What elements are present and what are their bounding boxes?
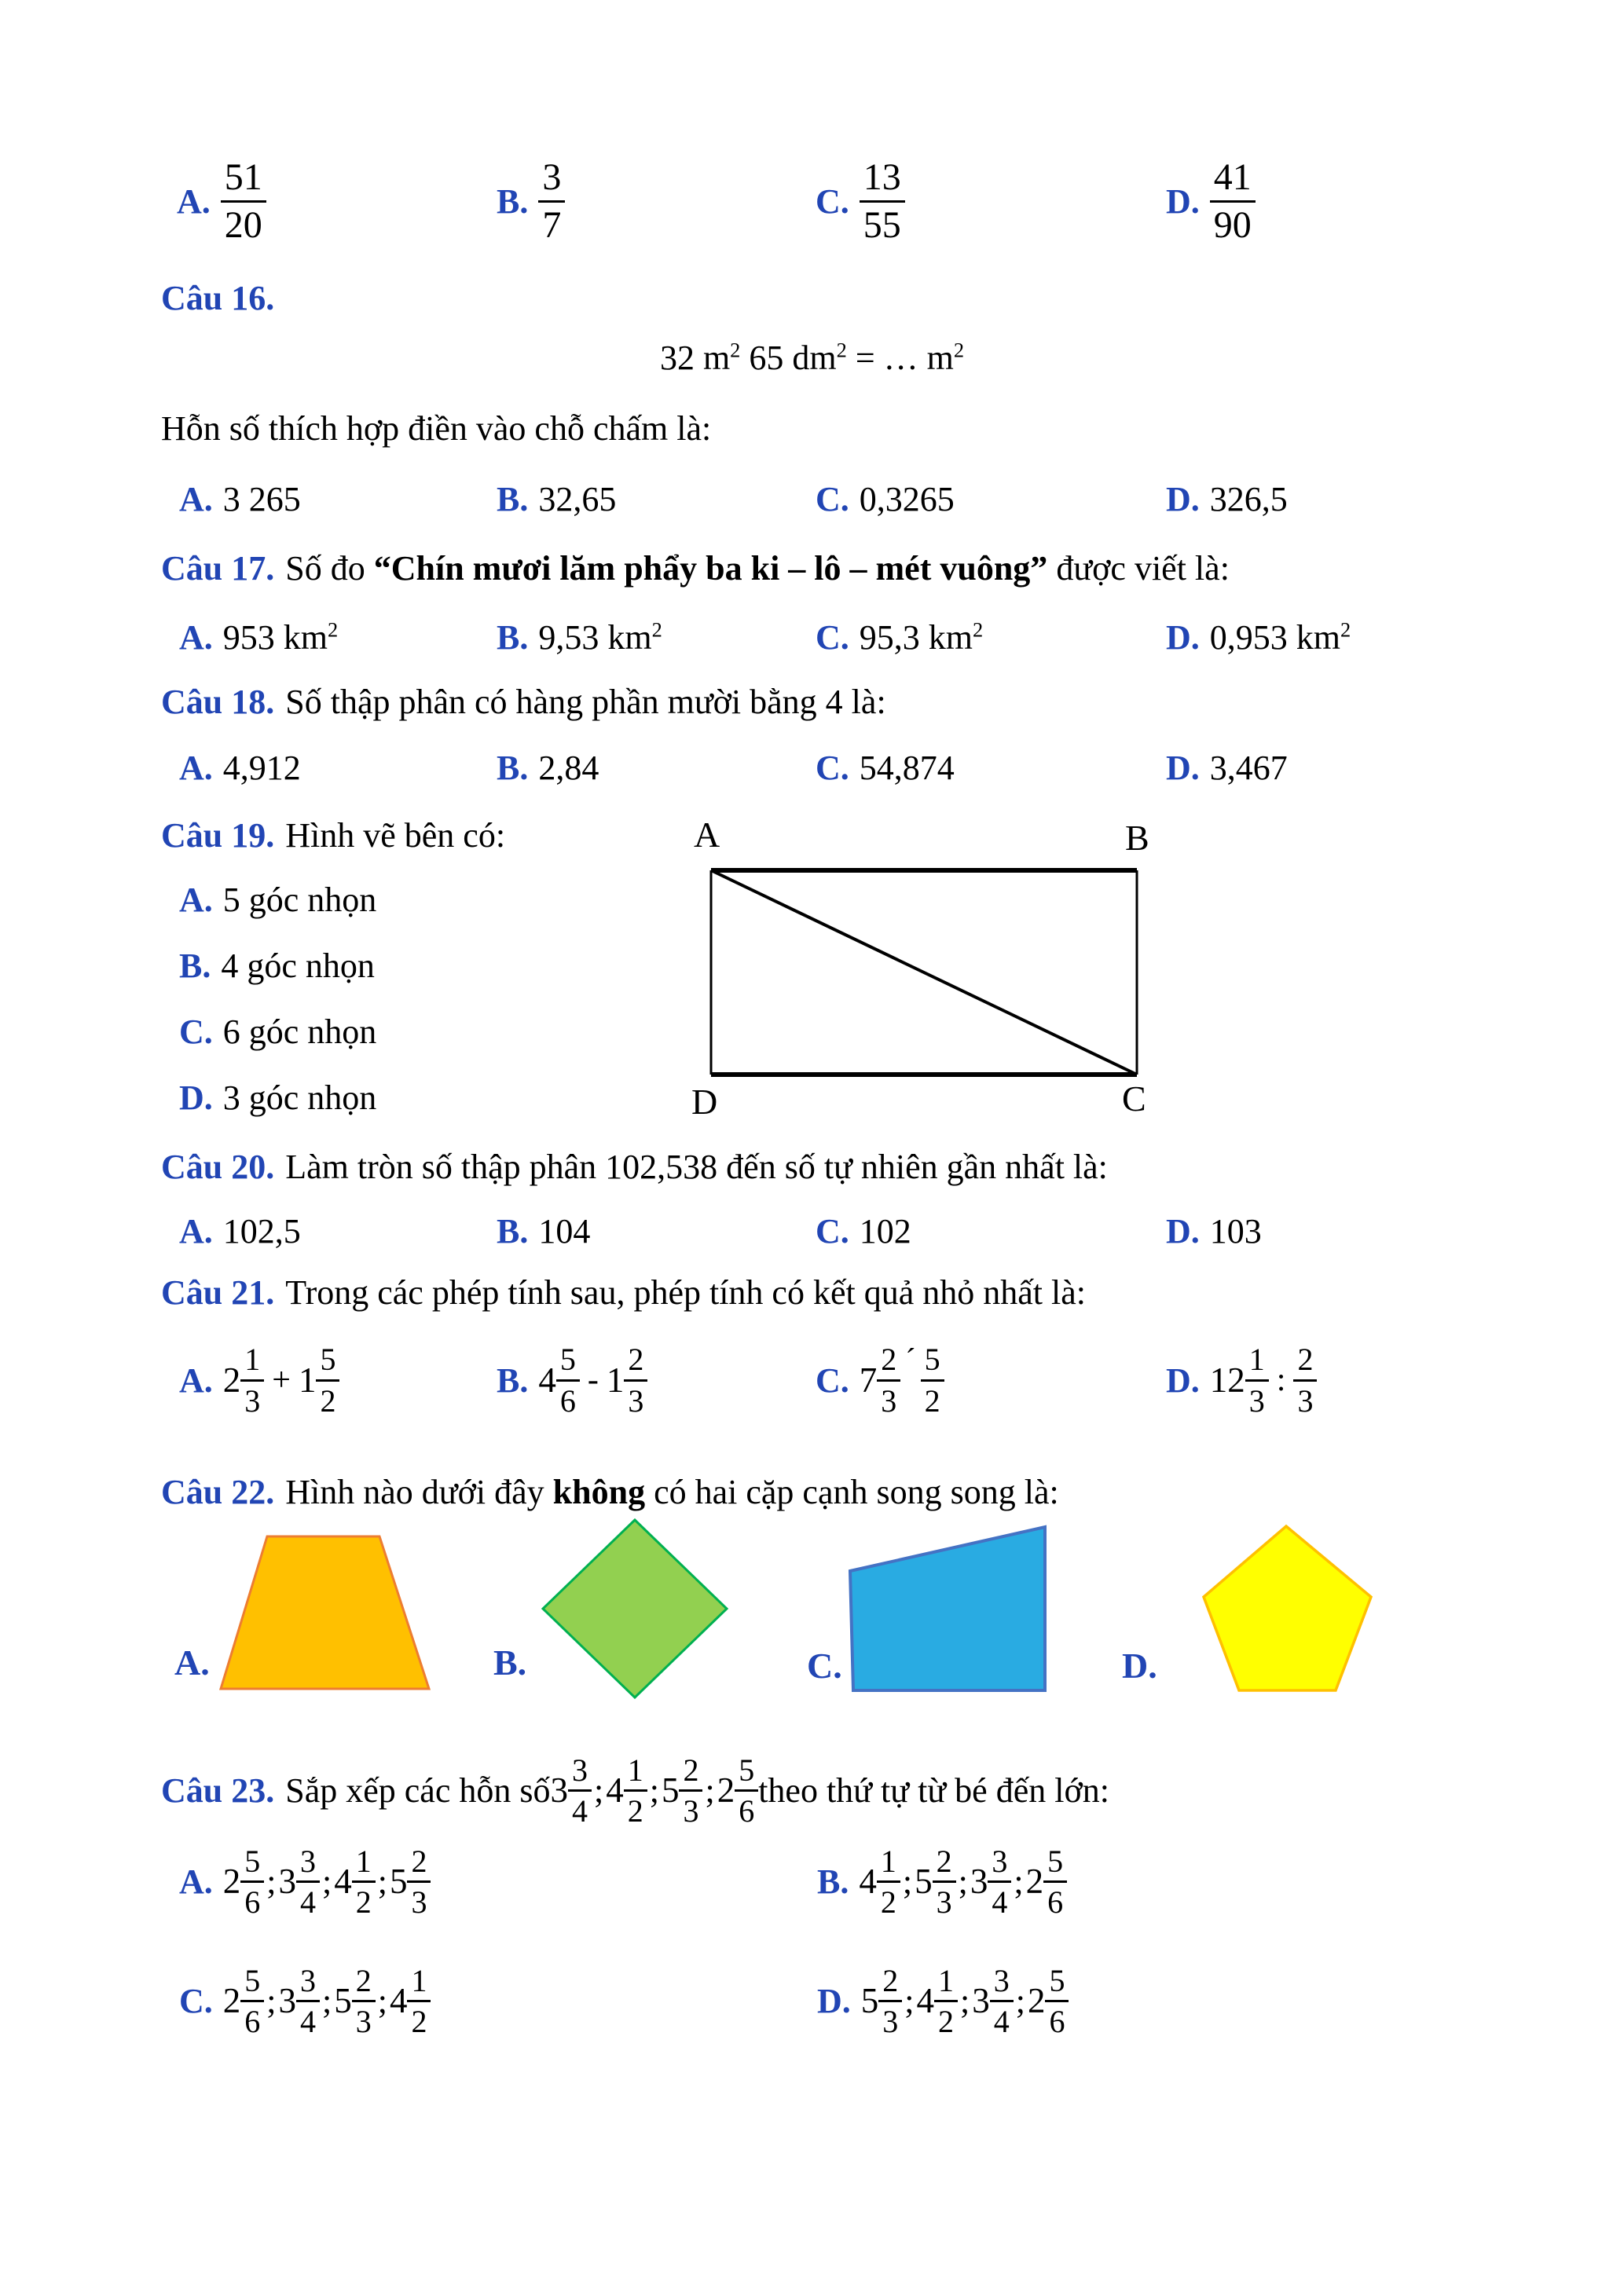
denominator: 90	[1213, 203, 1252, 246]
option-text: 102,5	[222, 1212, 301, 1251]
option-text: 0,3265	[859, 480, 955, 518]
option-letter: A.	[179, 1212, 213, 1251]
numerator: 41	[1210, 157, 1256, 203]
question-17-heading	[161, 547, 1230, 590]
rhombus-polygon	[543, 1520, 727, 1697]
prompt-post: có hai cặp cạnh song song là:	[645, 1473, 1059, 1511]
option-item: D. 0,953 $km^2$	[1166, 617, 1351, 657]
option-letter: D.	[1166, 1212, 1200, 1251]
option-letter: A.	[179, 1862, 213, 1901]
option-item: D. 5 2 3 ; 4 1 2 ; 3 3 4 ; 2 5 6	[817, 1956, 1069, 2046]
fraction: 1 3	[240, 1342, 264, 1417]
option-letter: C.	[816, 1212, 849, 1251]
option-letter: B.	[497, 1360, 529, 1400]
option-letter: B.	[497, 181, 529, 221]
option-text: 326,5	[1209, 480, 1288, 518]
option-letter: B.	[179, 947, 211, 985]
option-letter: D.	[1166, 480, 1200, 518]
numerator: 3	[538, 157, 565, 203]
option-item	[816, 746, 955, 789]
shape-pentagon	[1199, 1522, 1376, 1695]
fraction: 2 3	[1293, 1342, 1317, 1417]
question-21-heading	[161, 1271, 1086, 1314]
option-item	[179, 1210, 301, 1253]
option-letter: C.	[179, 1013, 213, 1051]
question-number: Câu 18.	[161, 683, 275, 721]
option-text: 9,53 km	[538, 618, 652, 657]
mixed-number: 5 2 3	[662, 1753, 703, 1828]
question-number: Câu 21.	[161, 1273, 275, 1312]
option-letter: D.	[1166, 749, 1200, 787]
mixed-number: 12 1 3	[1210, 1342, 1269, 1417]
option-text: 54,874	[859, 749, 955, 787]
shape-label: C.	[807, 1646, 842, 1686]
option-letter: B.	[497, 749, 529, 787]
fraction: 5 2	[316, 1342, 339, 1417]
question-number: Câu 17.	[161, 549, 275, 588]
shape-trapezoid	[214, 1530, 434, 1695]
separator: ;	[705, 1771, 715, 1810]
option-item	[497, 478, 616, 521]
question-prompt: Làm tròn số thập phân 102,538 đến số tự nhiên gần nhất là:	[285, 1148, 1108, 1186]
question-20-heading	[161, 1145, 1108, 1188]
question-19-heading	[161, 814, 505, 857]
question-prompt: Trong các phép tính sau, phép tính có kết quả nhỏ nhất là:	[285, 1273, 1086, 1312]
option-letter: A.	[179, 480, 213, 518]
denominator: 20	[224, 203, 262, 246]
option-letter: B.	[497, 618, 529, 657]
option-text: 3 265	[222, 480, 301, 518]
operator: -	[587, 1361, 599, 1398]
option-text: 3 góc nhọn	[222, 1078, 377, 1117]
fraction: 2 3	[624, 1342, 647, 1417]
option-item: A. 2 5 6 ; 3 3 4 ; 4 1 2 ; 5 2 3	[179, 1836, 431, 1927]
question-23-heading	[161, 1738, 1109, 1844]
option-text: 32,65	[538, 480, 617, 518]
shape-rhombus	[538, 1515, 731, 1702]
option-item	[177, 146, 266, 256]
option-text: 103	[1209, 1212, 1262, 1251]
question-number: Câu 19.	[161, 816, 275, 855]
fraction	[538, 157, 565, 246]
option-item: C. 2 5 6 ; 3 3 4 ; 5 2 3 ; 4 1 2	[179, 1956, 431, 2046]
question-22-heading	[161, 1470, 1059, 1514]
rectangle-figure	[703, 864, 1151, 1084]
mixed-number: 7 2 3	[860, 1342, 901, 1417]
option-item	[179, 1313, 339, 1447]
fraction: 5 6	[556, 1342, 580, 1417]
option-letter: D.	[179, 1078, 213, 1117]
option-item	[497, 146, 565, 256]
option-item: A. 953 $km^2$	[179, 617, 339, 657]
separator: ;	[649, 1771, 659, 1810]
question-number: Câu 20.	[161, 1148, 275, 1186]
option-text: 0,953 km	[1209, 618, 1341, 657]
option-item	[179, 944, 375, 987]
prompt-pre: Số đo	[285, 549, 374, 588]
option-text: 102	[859, 1212, 911, 1251]
mixed-number	[921, 1342, 944, 1417]
question-number: Câu 22.	[161, 1473, 275, 1511]
option-item	[816, 146, 905, 256]
question-prompt: Hình vẽ bên có:	[285, 816, 506, 855]
operator: +	[272, 1361, 291, 1398]
mixed-number: 3 3 4	[551, 1753, 592, 1828]
option-text: 104	[538, 1212, 591, 1251]
option-item	[497, 1210, 590, 1253]
numerator: 13	[860, 157, 905, 203]
option-text: 4,912	[222, 749, 301, 787]
shape-quadrilateral	[845, 1522, 1050, 1695]
option-item	[179, 1010, 376, 1053]
prompt-post: theo thứ tự từ bé đến lớn:	[758, 1771, 1109, 1810]
option-item	[1166, 746, 1288, 789]
corner-label-d: D	[691, 1082, 718, 1122]
fraction	[221, 157, 266, 246]
pentagon-polygon	[1204, 1526, 1371, 1690]
option-item	[1166, 1210, 1262, 1253]
option-item	[179, 878, 376, 921]
fraction: 2 3	[877, 1342, 900, 1417]
fraction	[860, 157, 905, 246]
option-item	[816, 1210, 911, 1253]
shape-label: B.	[493, 1642, 527, 1683]
option-item	[1166, 1313, 1317, 1447]
option-text: 2,84	[538, 749, 599, 787]
prompt-pre: Hình nào dưới đây	[285, 1473, 553, 1511]
corner-label-a: A	[694, 815, 720, 855]
option-text: 4 góc nhọn	[221, 947, 375, 985]
option-letter: C.	[816, 749, 849, 787]
option-text: 5 góc nhọn	[222, 881, 377, 919]
quadrilateral-polygon	[850, 1527, 1045, 1690]
operator: :	[1276, 1361, 1286, 1398]
option-letter: C.	[816, 181, 849, 221]
option-letter: B.	[817, 1862, 849, 1901]
option-letter: A.	[179, 1360, 213, 1400]
option-letter: C.	[179, 1982, 213, 2020]
option-item	[497, 746, 599, 789]
option-letter: A.	[179, 881, 213, 919]
option-letter: C.	[816, 480, 849, 518]
question-number: Câu 23.	[161, 1771, 275, 1810]
trapezoid-polygon	[221, 1536, 429, 1689]
option-letter: B.	[497, 480, 529, 518]
prompt-post: được viết là:	[1047, 549, 1230, 588]
question-16-heading	[161, 276, 285, 320]
option-text: 6 góc nhọn	[222, 1013, 377, 1051]
option-item: B. 9,53 $km^2$	[497, 617, 662, 657]
shape-label: D.	[1122, 1646, 1157, 1686]
question-number: Câu 16.	[161, 279, 275, 317]
option-text: 3,467	[1209, 749, 1288, 787]
diagonal-line	[711, 870, 1137, 1075]
fraction: 1 3	[1245, 1342, 1269, 1417]
mixed-number: 4 5 6	[538, 1342, 580, 1417]
option-letter: C.	[816, 618, 849, 657]
option-item	[816, 478, 955, 521]
question-16-prompt: Hỗn số thích hợp điền vào chỗ chấm là:	[161, 409, 712, 448]
prompt-pre: Sắp xếp các hỗn số	[285, 1771, 551, 1810]
option-letter: D.	[1166, 618, 1200, 657]
option-letter: D.	[817, 1982, 851, 2020]
shape-label: A.	[174, 1642, 210, 1683]
prompt-bold: không	[552, 1473, 646, 1511]
mixed-number: 1 5 2	[299, 1342, 340, 1417]
fraction: 5 2	[921, 1342, 944, 1417]
numerator: 51	[221, 157, 266, 203]
option-letter: D.	[1166, 181, 1200, 221]
corner-label-c: C	[1122, 1078, 1146, 1119]
corner-label-b: B	[1125, 818, 1149, 858]
mixed-number: 2 5 6	[717, 1753, 759, 1828]
separator: ;	[594, 1771, 604, 1810]
option-item	[179, 478, 301, 521]
fraction	[1210, 157, 1256, 246]
option-item: B. 4 1 2 ; 5 2 3 ; 3 3 4 ; 2 5 6	[817, 1836, 1067, 1927]
option-item	[179, 746, 301, 789]
prompt-bold: “Chín mươi lăm phẩy ba ki – lô – mét vuông”	[373, 549, 1048, 588]
option-item	[1166, 146, 1256, 256]
option-item	[179, 1076, 376, 1119]
question-18-heading	[161, 680, 886, 723]
mixed-number	[1293, 1342, 1317, 1417]
option-letter: B.	[497, 1212, 529, 1251]
option-letter: A.	[179, 618, 213, 657]
option-letter: D.	[1166, 1360, 1200, 1400]
question-16-equation: 32 $m^2$ 65 $dm^2$ = … $m^2$	[659, 338, 965, 377]
denominator: 7	[542, 203, 562, 246]
option-letter: C.	[816, 1360, 849, 1400]
mixed-number: 1 2 3	[607, 1342, 648, 1417]
operator: ´	[905, 1342, 916, 1377]
option-letter: A.	[177, 181, 211, 221]
mixed-number: 4 1 2	[606, 1753, 647, 1828]
mixed-number: 2 1 3	[223, 1342, 265, 1417]
option-letter: A.	[179, 749, 213, 787]
question-prompt: Số thập phân có hàng phần mười bằng 4 là:	[285, 683, 886, 721]
option-text: 953 km	[222, 618, 328, 657]
option-item: C. 95,3 $km^2$	[816, 617, 984, 657]
option-item	[816, 1313, 944, 1447]
option-item	[497, 1313, 647, 1447]
option-item	[1166, 478, 1288, 521]
denominator: 55	[863, 203, 901, 246]
option-text: 95,3 km	[859, 618, 973, 657]
